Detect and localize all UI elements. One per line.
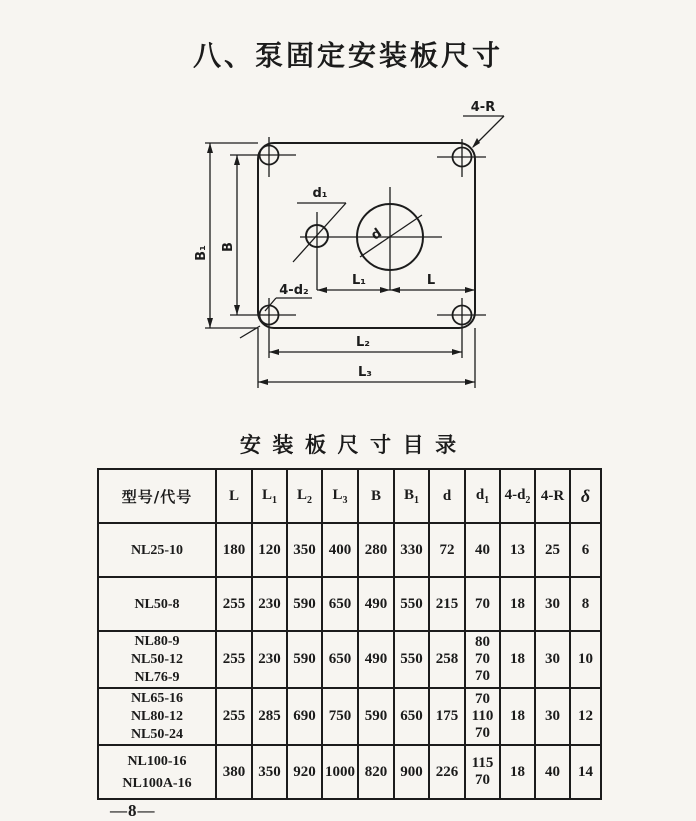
- l2-dim-label: L₂: [356, 335, 370, 350]
- value-cell: 18: [500, 688, 535, 745]
- value-cell: 258: [429, 631, 465, 688]
- value-cell: 650: [394, 688, 429, 745]
- value-cell: 1000: [322, 745, 358, 799]
- value-cell: 72: [429, 523, 465, 577]
- table-row: [98, 631, 601, 688]
- dimension-table-wrap: [97, 468, 602, 800]
- model-cell: [98, 745, 216, 799]
- value-cell: 70: [465, 577, 500, 631]
- value-cell: 490: [358, 577, 394, 631]
- model-cell: [98, 523, 216, 577]
- value-cell: 650: [322, 577, 358, 631]
- column-header: d: [429, 469, 465, 523]
- column-header: B: [358, 469, 394, 523]
- value-cell: 30: [535, 688, 570, 745]
- model-name: NL25-10: [130, 542, 184, 558]
- column-header: δ: [570, 469, 601, 523]
- corner-radius-label: 4-R: [470, 100, 496, 115]
- model-name: NL65-16: [130, 691, 184, 706]
- page-title: 八、泵固定安装板尺寸: [192, 39, 503, 72]
- value-cell: 380: [216, 745, 252, 799]
- value-cell: 175: [429, 688, 465, 745]
- model-name: NL80-9: [134, 634, 180, 649]
- value-cell: 8: [570, 577, 601, 631]
- column-header: 4-R: [535, 469, 570, 523]
- l3-dim-label: L₃: [358, 365, 372, 380]
- value-cell: 285: [252, 688, 287, 745]
- value-cell: 226: [429, 745, 465, 799]
- b1-dimension: [205, 143, 258, 328]
- value-cell: 690: [287, 688, 322, 745]
- value-cell: 25: [535, 523, 570, 577]
- value-cell: 215: [429, 577, 465, 631]
- value-cell: 255: [216, 577, 252, 631]
- value-cell: 30: [535, 631, 570, 688]
- model-name: NL100A-16: [122, 775, 192, 791]
- d2-label: 4-d₂: [279, 283, 309, 298]
- value-cell: 12: [570, 688, 601, 745]
- model-cell: [98, 577, 216, 631]
- model-name: NL76-9: [134, 670, 180, 685]
- column-header: $L_2$: [287, 469, 322, 523]
- model-name: NL50-8: [134, 596, 180, 612]
- table-row: [98, 523, 601, 577]
- value-cell: 14: [570, 745, 601, 799]
- value-cell: 900: [394, 745, 429, 799]
- model-cell: [98, 631, 216, 688]
- value-cell: 70 110 70: [465, 688, 500, 745]
- header-row: [98, 469, 601, 523]
- value-cell: 230: [252, 577, 287, 631]
- table-row: [98, 745, 601, 799]
- value-cell: 255: [216, 688, 252, 745]
- b1-dim-label: B₁: [194, 245, 209, 261]
- l-dim-label: L: [426, 273, 436, 288]
- value-cell: 590: [287, 631, 322, 688]
- d-label: d: [368, 225, 385, 244]
- model-name: NL50-12: [130, 652, 184, 667]
- value-cell: 550: [394, 577, 429, 631]
- d1-leader: [293, 203, 346, 262]
- value-cell: 650: [322, 631, 358, 688]
- b-dimension: [234, 155, 240, 315]
- value-cell: 490: [358, 631, 394, 688]
- value-cell: 13: [500, 523, 535, 577]
- value-cell: 40: [465, 523, 500, 577]
- value-cell: 18: [500, 631, 535, 688]
- model-name: NL80-12: [130, 709, 184, 724]
- table-row: [98, 577, 601, 631]
- column-header: $4-d_2$: [500, 469, 535, 523]
- mounting-plate-diagram: [180, 85, 520, 405]
- d2-leader: [240, 298, 312, 338]
- model-name: NL50-24: [130, 727, 184, 742]
- value-cell: 590: [287, 577, 322, 631]
- b-dim-label: B: [221, 242, 236, 252]
- column-header: $L_3$: [322, 469, 358, 523]
- value-cell: 280: [358, 523, 394, 577]
- l1-dim-label: L₁: [352, 273, 366, 288]
- value-cell: 6: [570, 523, 601, 577]
- value-cell: 550: [394, 631, 429, 688]
- corner-radius-leader: [463, 116, 504, 148]
- table-title: 安装板尺寸目录: [239, 433, 468, 457]
- value-cell: 920: [287, 745, 322, 799]
- column-header: $d_1$: [465, 469, 500, 523]
- column-header: $L_1$: [252, 469, 287, 523]
- value-cell: 820: [358, 745, 394, 799]
- value-cell: 590: [358, 688, 394, 745]
- value-cell: 10: [570, 631, 601, 688]
- value-cell: 350: [287, 523, 322, 577]
- dimension-table: [97, 468, 602, 800]
- column-header: L: [216, 469, 252, 523]
- value-cell: 750: [322, 688, 358, 745]
- value-cell: 18: [500, 745, 535, 799]
- value-cell: 350: [252, 745, 287, 799]
- column-header: 型号/代号: [98, 469, 216, 523]
- value-cell: 120: [252, 523, 287, 577]
- value-cell: 230: [252, 631, 287, 688]
- plate-outline: [258, 143, 475, 328]
- value-cell: 400: [322, 523, 358, 577]
- column-header: $B_1$: [394, 469, 429, 523]
- table-row: [98, 688, 601, 745]
- page-number: —8—: [110, 801, 156, 820]
- value-cell: 18: [500, 577, 535, 631]
- model-cell: [98, 688, 216, 745]
- value-cell: 30: [535, 577, 570, 631]
- value-cell: 40: [535, 745, 570, 799]
- d1-label: d₁: [312, 186, 328, 201]
- value-cell: 80 70 70: [465, 631, 500, 688]
- value-cell: 180: [216, 523, 252, 577]
- l1-l-dimension: [317, 287, 475, 293]
- value-cell: 115 70: [465, 745, 500, 799]
- model-name: NL100-16: [127, 753, 187, 769]
- value-cell: 255: [216, 631, 252, 688]
- value-cell: 330: [394, 523, 429, 577]
